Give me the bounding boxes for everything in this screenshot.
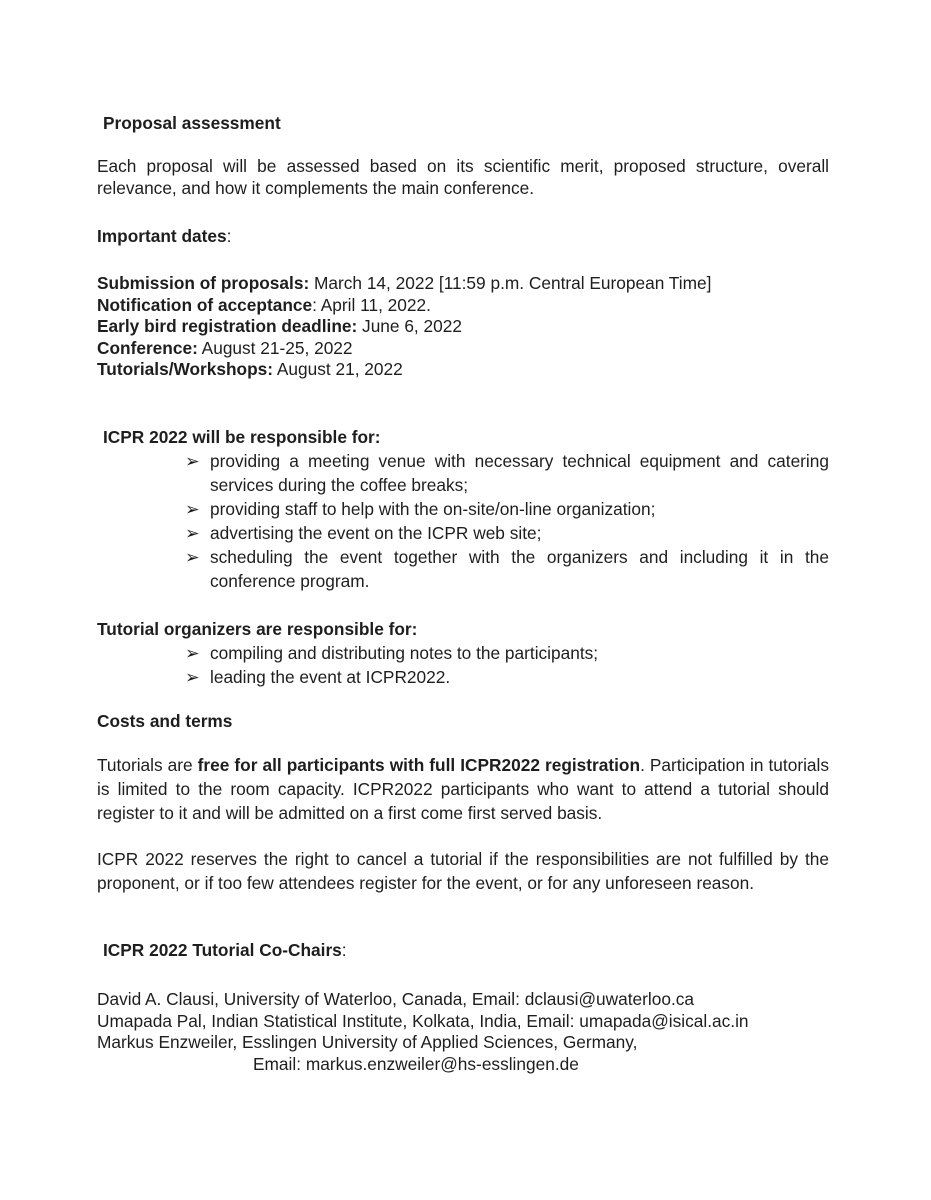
co-chair-line: Markus Enzweiler, Esslingen University of Applied Sciences, Germany, <box>97 1032 638 1052</box>
organizer-responsibilities-list <box>97 641 829 689</box>
list-item: ➢ providing staff to help with the on-site/on-line organization; <box>185 499 656 519</box>
list-item: ➢ scheduling the event together with the organizers and including it in the conference program. <box>185 547 829 591</box>
arrow-bullet-icon: ➢ <box>185 667 200 687</box>
arrow-bullet-icon: ➢ <box>185 451 200 471</box>
proposal-assessment-heading: Proposal assessment <box>103 113 281 133</box>
co-chairs-list <box>97 989 877 1075</box>
costs-heading: Costs and terms <box>97 711 233 731</box>
co-chairs-heading: ICPR 2022 Tutorial Co-Chairs: <box>103 940 347 960</box>
important-dates-heading: Important dates: <box>97 226 232 246</box>
date-item: Early bird registration deadline: June 6, 2022 <box>97 316 462 336</box>
list-item: ➢ leading the event at ICPR2022. <box>185 667 451 687</box>
arrow-bullet-icon: ➢ <box>185 523 200 543</box>
arrow-bullet-icon: ➢ <box>185 643 200 663</box>
date-item: Submission of proposals: March 14, 2022 [11:59 p.m. Central European Time] <box>97 273 712 293</box>
co-chair-line: Umapada Pal, Indian Statistical Institute, Kolkata, India, Email: umapada@isical.ac.in <box>97 1010 749 1031</box>
date-item: Tutorials/Workshops: August 21, 2022 <box>97 359 403 379</box>
date-item: Notification of acceptance: April 11, 2022. <box>97 294 431 315</box>
date-item: Conference: August 21-25, 2022 <box>97 337 353 358</box>
icpr-responsibilities-heading: ICPR 2022 will be responsible for: <box>103 427 381 447</box>
list-item: ➢ advertising the event on the ICPR web site; <box>185 523 542 543</box>
list-item: ➢ compiling and distributing notes to the participants; <box>185 643 599 663</box>
organizer-responsibilities-heading: Tutorial organizers are responsible for: <box>97 619 418 639</box>
icpr-responsibilities-list <box>97 449 829 593</box>
co-chair-line: Email: markus.enzweiler@hs-esslingen.de <box>253 1053 579 1074</box>
co-chair-line: David A. Clausi, University of Waterloo, Canada, Email: dclausi@uwaterloo.ca <box>97 989 695 1009</box>
arrow-bullet-icon: ➢ <box>185 547 200 567</box>
important-dates-list <box>97 273 829 381</box>
costs-paragraph-2: ICPR 2022 reserves the right to cancel a tutorial if the responsibilities are not fulfilled by the proponent, or if too few attendees register for the event, or for any unforeseen reason. <box>97 849 829 893</box>
arrow-bullet-icon: ➢ <box>185 499 200 519</box>
list-item: ➢ providing a meeting venue with necessary technical equipment and catering services during the coffee breaks; <box>185 451 829 495</box>
proposal-assessment-text: Each proposal will be assessed based on its scientific merit, proposed structure, overall relevance, and how it complements the main conference. <box>97 156 829 198</box>
costs-paragraph-1: Tutorials are free for all participants with full ICPR2022 registration. Participation in tutorials is limited to the room capacity. ICPR2022 participants who want to attend a tutorial should register to it and will be admitted on a first come first served basis. <box>97 755 830 823</box>
